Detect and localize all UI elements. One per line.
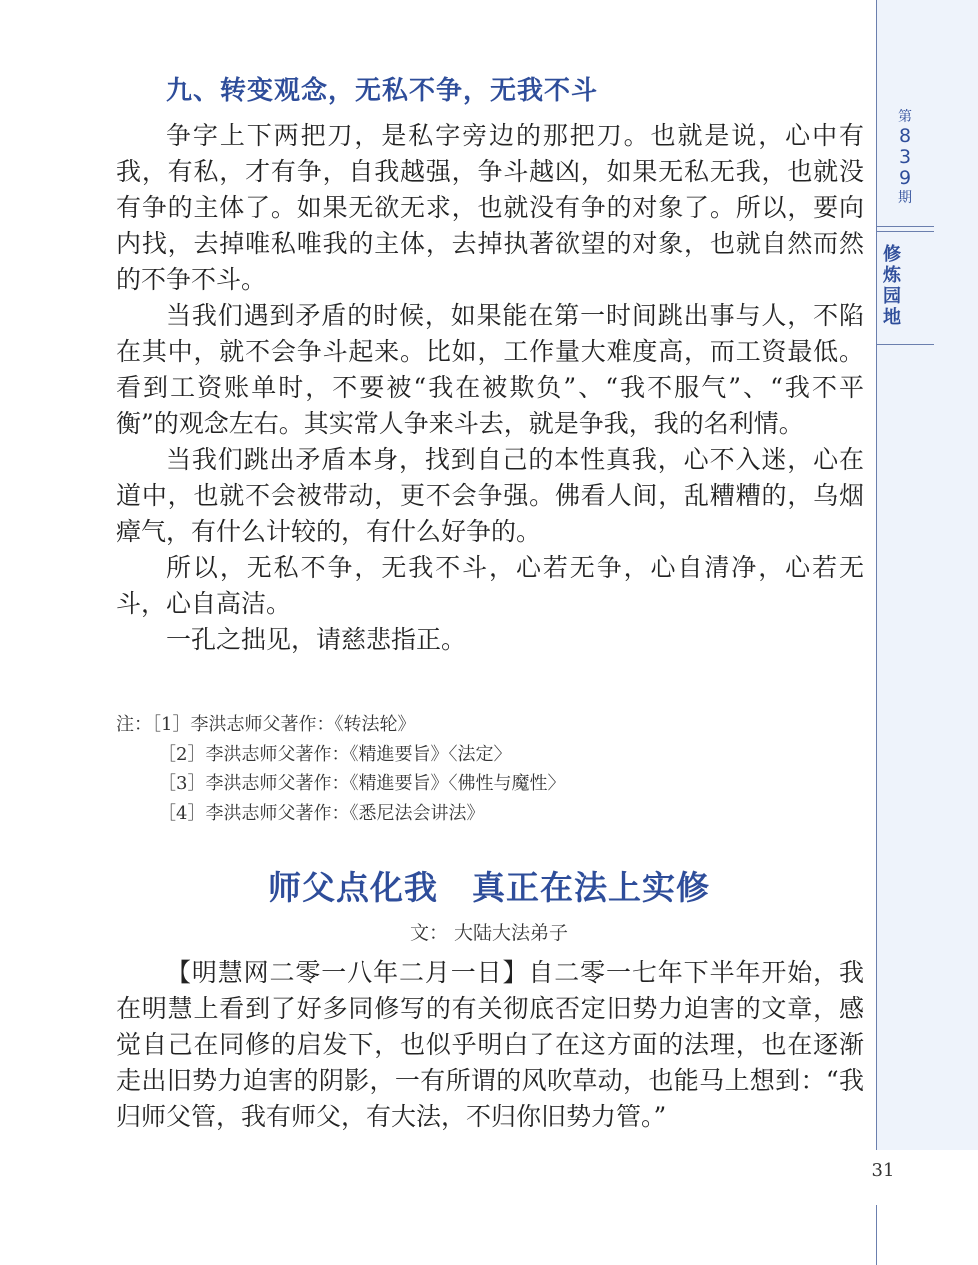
article-byline: 文： 大陆大法弟子	[409, 922, 569, 944]
footnote	[116, 769, 864, 799]
column-char: 炼	[883, 265, 901, 286]
section-body	[116, 118, 864, 658]
sidebar-divider	[876, 226, 934, 227]
paragraph: 【明慧网二零一八年二月一日】自二零一七年下半年开始，我在明慧上看到了好多同修写的有关彻底否定旧势力迫害的文章，感觉自己在同修的启发下，也似乎明白了在这方面的法理，也在逐渐走出旧势力迫害的阴影，一有所谓的风吹草动，也能马上想到：“我归师父管，我有师父，有大法，不归你旧势力管。”	[116, 958, 864, 1131]
sidebar-divider	[876, 231, 934, 232]
issue-digit: 3	[898, 146, 912, 168]
issue-digit: 8	[898, 125, 912, 147]
footnote-text: ［3］李洪志师父著作：《精進要旨》〈佛性与魔性〉	[158, 773, 566, 794]
page-number: 31	[871, 1160, 895, 1181]
issue-number	[876, 108, 934, 224]
footnotes	[116, 710, 864, 828]
column-name	[876, 244, 908, 328]
issue-digit: 9	[898, 167, 912, 189]
paragraph: 当我们遇到矛盾的时候，如果能在第一时间跳出事与人，不陷在其中，就不会争斗起来。比如，工作量大难度高，而工资最低。看到工资账单时，不要被“我在被欺负”、“我不服气”、“我不平衡”的观念左右。其实常人争来斗去，就是争我，我的名利情。	[116, 301, 864, 438]
paragraph: 一孔之拙见，请慈悲指正。	[166, 625, 467, 654]
paragraph: 争字上下两把刀，是私字旁边的那把刀。也就是说，心中有我，有私，才有争，自我越强，争斗越凶，如果无私无我，也就没有争的主体了。如果无欲无求，也就没有争的对象了。所以，要向内找，去掉唯私唯我的主体，去掉执著欲望的对象，也就自然而然的不争不斗。	[116, 121, 864, 294]
footnote-text: ［1］李洪志师父著作：《转法轮》	[152, 714, 416, 735]
article-title: 师父点化我 真正在法上实修	[268, 868, 710, 907]
column-char: 地	[883, 307, 901, 328]
column-char: 园	[883, 286, 901, 307]
issue-suffix: 期	[898, 190, 912, 206]
paragraph: 所以，无私不争，无我不斗，心若无争，心自清净，心若无斗，心自高洁。	[116, 553, 864, 618]
sidebar-divider	[876, 344, 934, 345]
footnote-text: ［2］李洪志师父著作：《精進要旨》〈法定〉	[158, 743, 512, 765]
issue-prefix: 第	[898, 109, 912, 125]
footnote-prefix: 注：	[116, 714, 152, 735]
footnote	[116, 710, 864, 740]
section-title: 九、转变观念，无私不争，无我不斗	[166, 76, 599, 106]
article-body	[116, 955, 864, 1135]
sidebar-bottom-rule	[876, 1205, 877, 1265]
footnote-text: ［4］李洪志师父著作：《悉尼法会讲法》	[158, 802, 485, 824]
paragraph: 当我们跳出矛盾本身，找到自己的本性真我，心不入迷，心在道中，也就不会被带动，更不会争强。佛看人间，乱糟糟的，乌烟瘴气，有什么计较的，有什么好争的。	[116, 445, 864, 546]
footnote	[116, 740, 864, 770]
column-char: 修	[883, 244, 901, 265]
footnote	[116, 799, 864, 829]
